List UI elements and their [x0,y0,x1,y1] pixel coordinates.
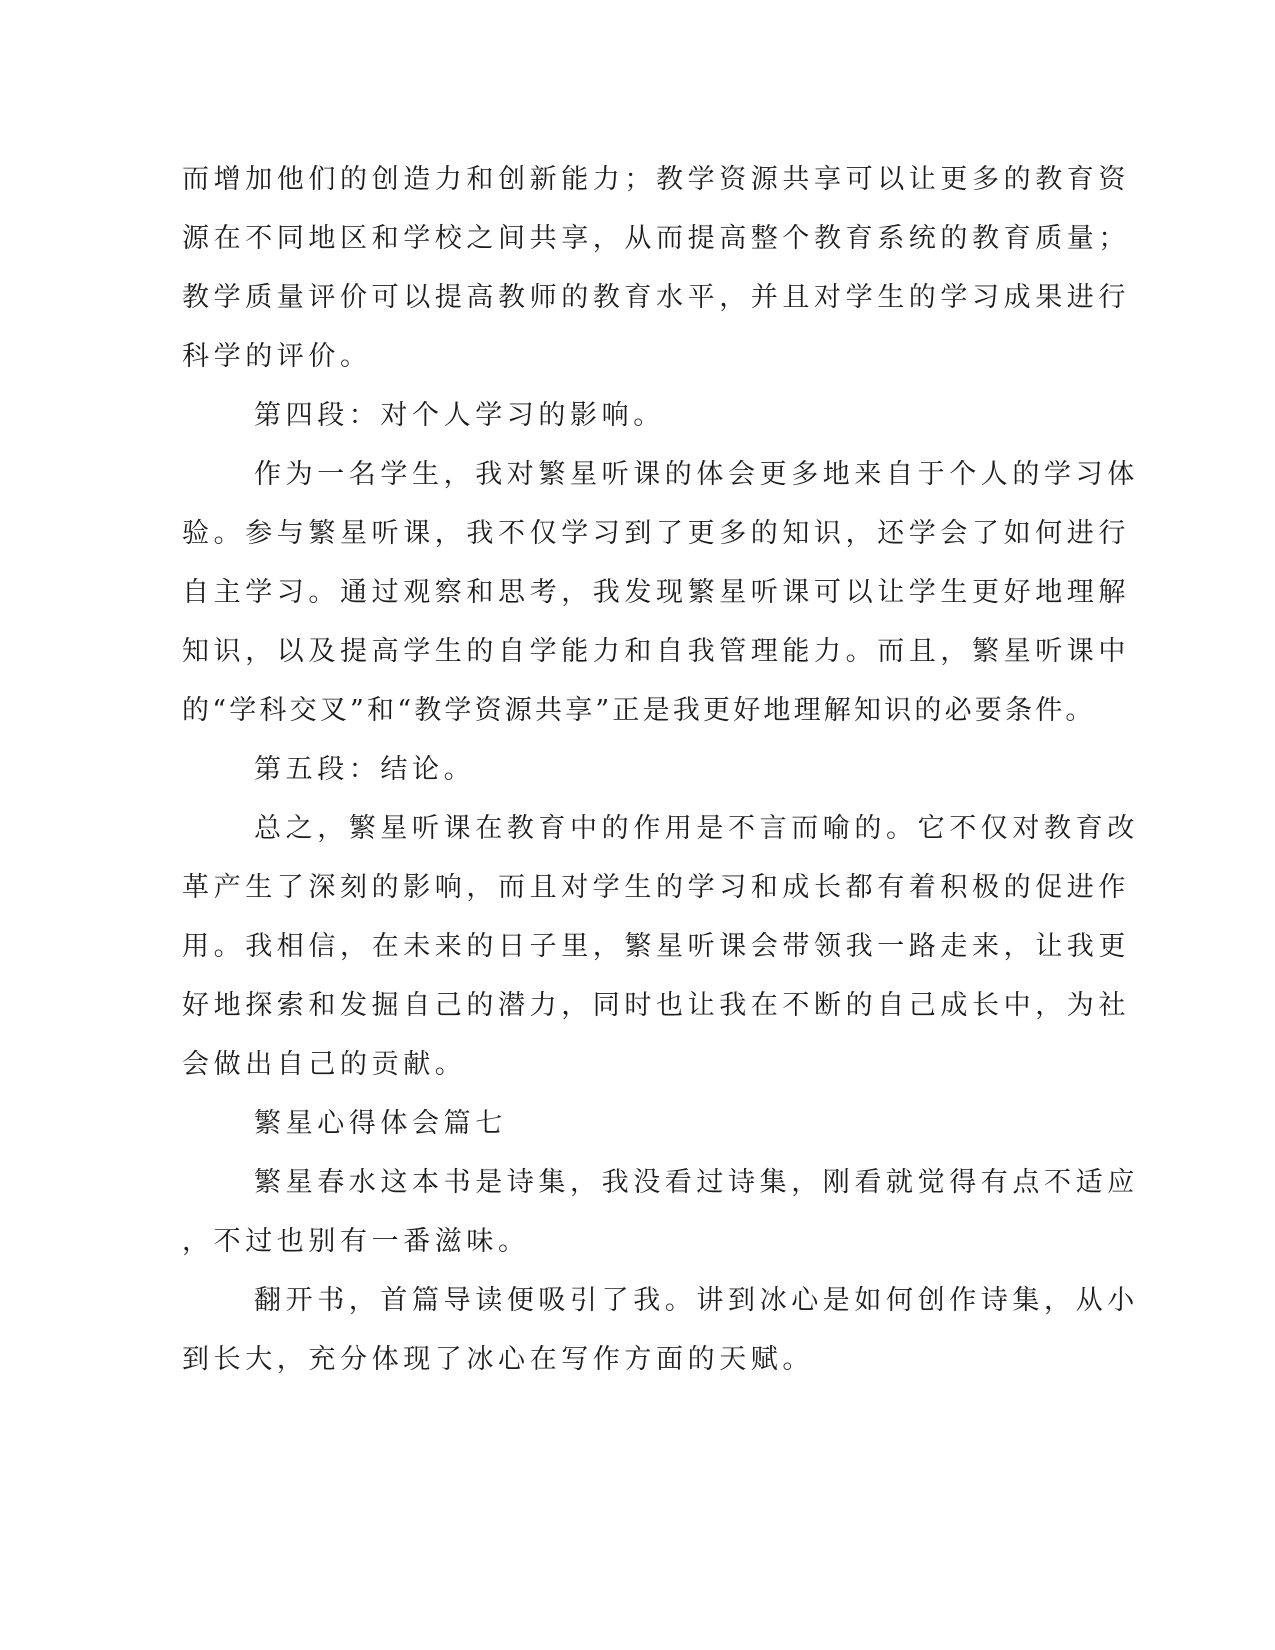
section-heading: 第五段：结论。 [254,754,476,785]
text-line: 翻开书，首篇导读便吸引了我。讲到冰心是如何创作诗集，从小 [254,1285,1139,1316]
text-line: 知识，以及提高学生的自学能力和自我管理能力。而且，繁星听课中 [182,636,1130,667]
text-line: 革产生了深刻的影响，而且对学生的学习和成长都有着积极的促进作 [182,872,1130,903]
section-heading: 第四段：对个人学习的影响。 [254,400,665,431]
text-line: 自主学习。通过观察和思考，我发现繁星听课可以让学生更好地理解 [182,577,1130,608]
text-line: 用。我相信，在未来的日子里，繁星听课会带领我一路走来，让我更 [182,931,1130,962]
text-line: 会做出自己的贡献。 [182,1049,467,1080]
text-line: 的“学科交叉”和“教学资源共享”正是我更好地理解知识的必要条件。 [182,695,1096,726]
text-line: 繁星春水这本书是诗集，我没看过诗集，刚看就觉得有点不适应 [254,1167,1139,1198]
text-line: 总之，繁星听课在教育中的作用是不言而喻的。它不仅对教育改 [254,813,1139,844]
text-line: 教学质量评价可以提高教师的教育水平，并且对学生的学习成果进行 [182,282,1130,313]
text-line: 而增加他们的创造力和创新能力；教学资源共享可以让更多的教育资 [182,164,1130,195]
text-line: 到长大，充分体现了冰心在写作方面的天赋。 [182,1344,814,1375]
text-line: 作为一名学生，我对繁星听课的体会更多地来自于个人的学习体 [254,459,1139,490]
text-line: ，不过也别有一番滋味。 [182,1226,530,1257]
text-line: 科学的评价。 [182,341,372,372]
text-line: 源在不同地区和学校之间共享，从而提高整个教育系统的教育质量； [182,223,1130,254]
section-heading: 繁星心得体会篇七 [254,1108,507,1139]
text-line: 好地探索和发掘自己的潜力，同时也让我在不断的自己成长中，为社 [182,990,1130,1021]
text-line: 验。参与繁星听课，我不仅学习到了更多的知识，还学会了如何进行 [182,518,1130,549]
